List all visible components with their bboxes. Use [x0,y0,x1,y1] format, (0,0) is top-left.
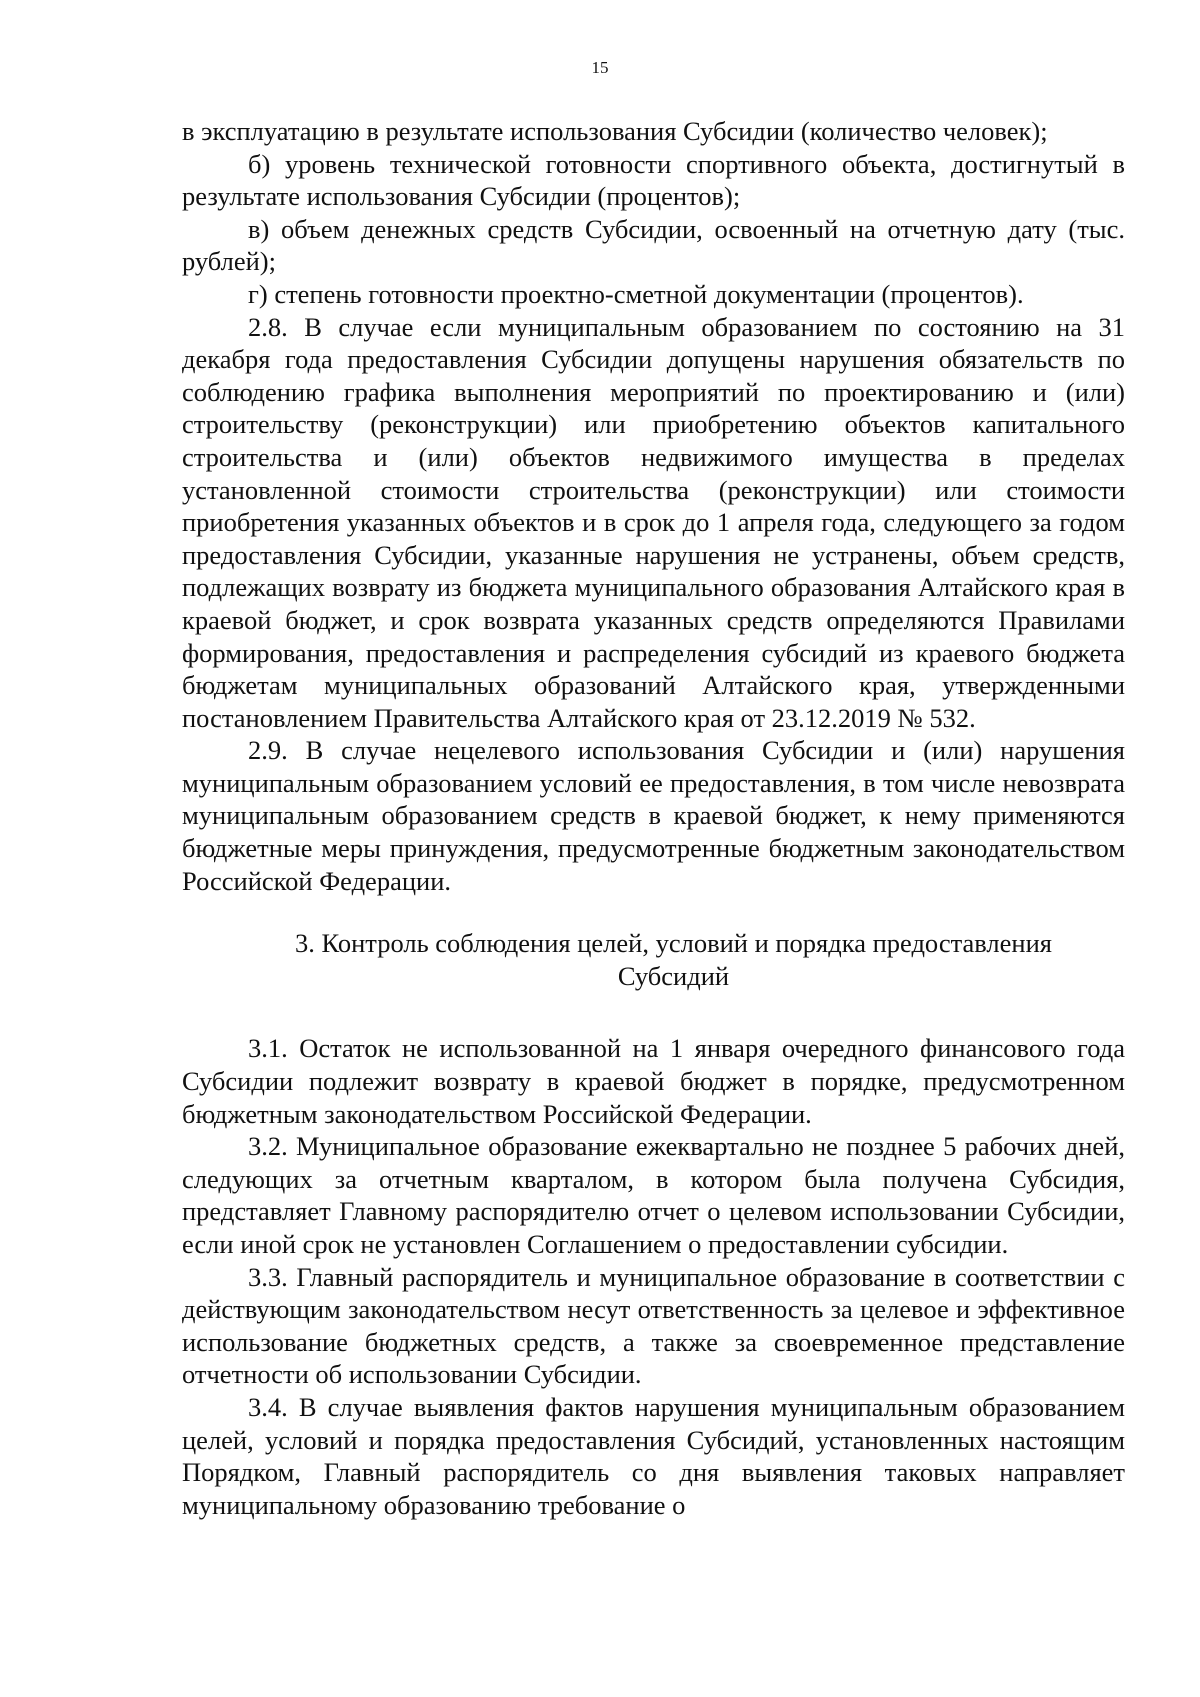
paragraph: 3.3. Главный распорядитель и муниципальное образование в соответствии с действующим законодательством несут ответственность за целевое и эффективное использование бюджетных средств, а также за своевременное представление отчетности об использовании Субсидии. [182,1261,1125,1390]
paragraph: 2.9. В случае нецелевого использования Субсидии и (или) нарушения муниципальным образованием условий ее предоставления, в том числе невозврата муниципальным образованием средств в краевой бюджет, к нему применяются бюджетные меры принуждения, предусмотренные бюджетным законодательством Российской Федерации. [182,735,1125,896]
section-heading-line2: Субсидий [617,960,730,991]
paragraph: в) объем денежных средств Субсидии, освоенный на отчетную дату (тыс. рублей); [182,213,1125,277]
paragraph: в эксплуатацию в результате использования Субсидии (количество человек); [182,116,1048,146]
paragraph: б) уровень технической готовности спортивного объекта, достигнутый в результате использования Субсидии (процентов); [182,148,1125,212]
section-heading-line1: 3. Контроль соблюдения целей, условий и порядка предоставления [295,928,1052,959]
paragraph: 3.2. Муниципальное образование ежеквартально не позднее 5 рабочих дней, следующих за отчетным кварталом, в котором была получена Субсидия, представляет Главному распорядителю отчет о целевом использовании Субсидии, если иной срок не установлен Соглашением о предоставлении субсидии. [182,1131,1125,1259]
paragraph: 2.8. В случае если муниципальным образованием по состоянию на 31 декабря года предоставления Субсидии допущены нарушения обязательств по соблюдению графика выполнения мероприятий по проектированию и (или) строительству (реконструкции) или приобретению объектов капитального строительства и (или) объектов недвижимого имущества в пределах установленной стоимости строительства (реконструкции) или стоимости приобретения указанных объектов и в срок до 1 апреля года, следующего за годом предоставления Субсидии, указанные нарушения не устранены, объем средств, подлежащих возврату из бюджета муниципального образования Алтайского края в краевой бюджет, и срок возврата указанных средств определяются Правилами формирования, предоставления и распределения субсидий из краевого бюджета бюджетам муниципальных образований Алтайского края, утвержденными постановлением Правительства Алтайского края от 23.12.2019 № 532. [182,311,1125,733]
section-heading [182,927,1125,992]
paragraph: г) степень готовности проектно-сметной документации (процентов). [248,278,1024,309]
paragraph: 3.1. Остаток не использованной на 1 января очередного финансового года Субсидии подлежит возврату в краевой бюджет в порядке, предусмотренном бюджетным законодательством Российской Федерации. [182,1033,1125,1129]
page-number: 15 [591,58,609,77]
document-body [182,115,1125,1521]
paragraph: 3.4. В случае выявления фактов нарушения муниципальным образованием целей, условий и порядка предоставления Субсидий, установленных настоящим Порядком, Главный распорядитель со дня выявления таковых направляет муниципальному образованию требование о [182,1391,1125,1520]
